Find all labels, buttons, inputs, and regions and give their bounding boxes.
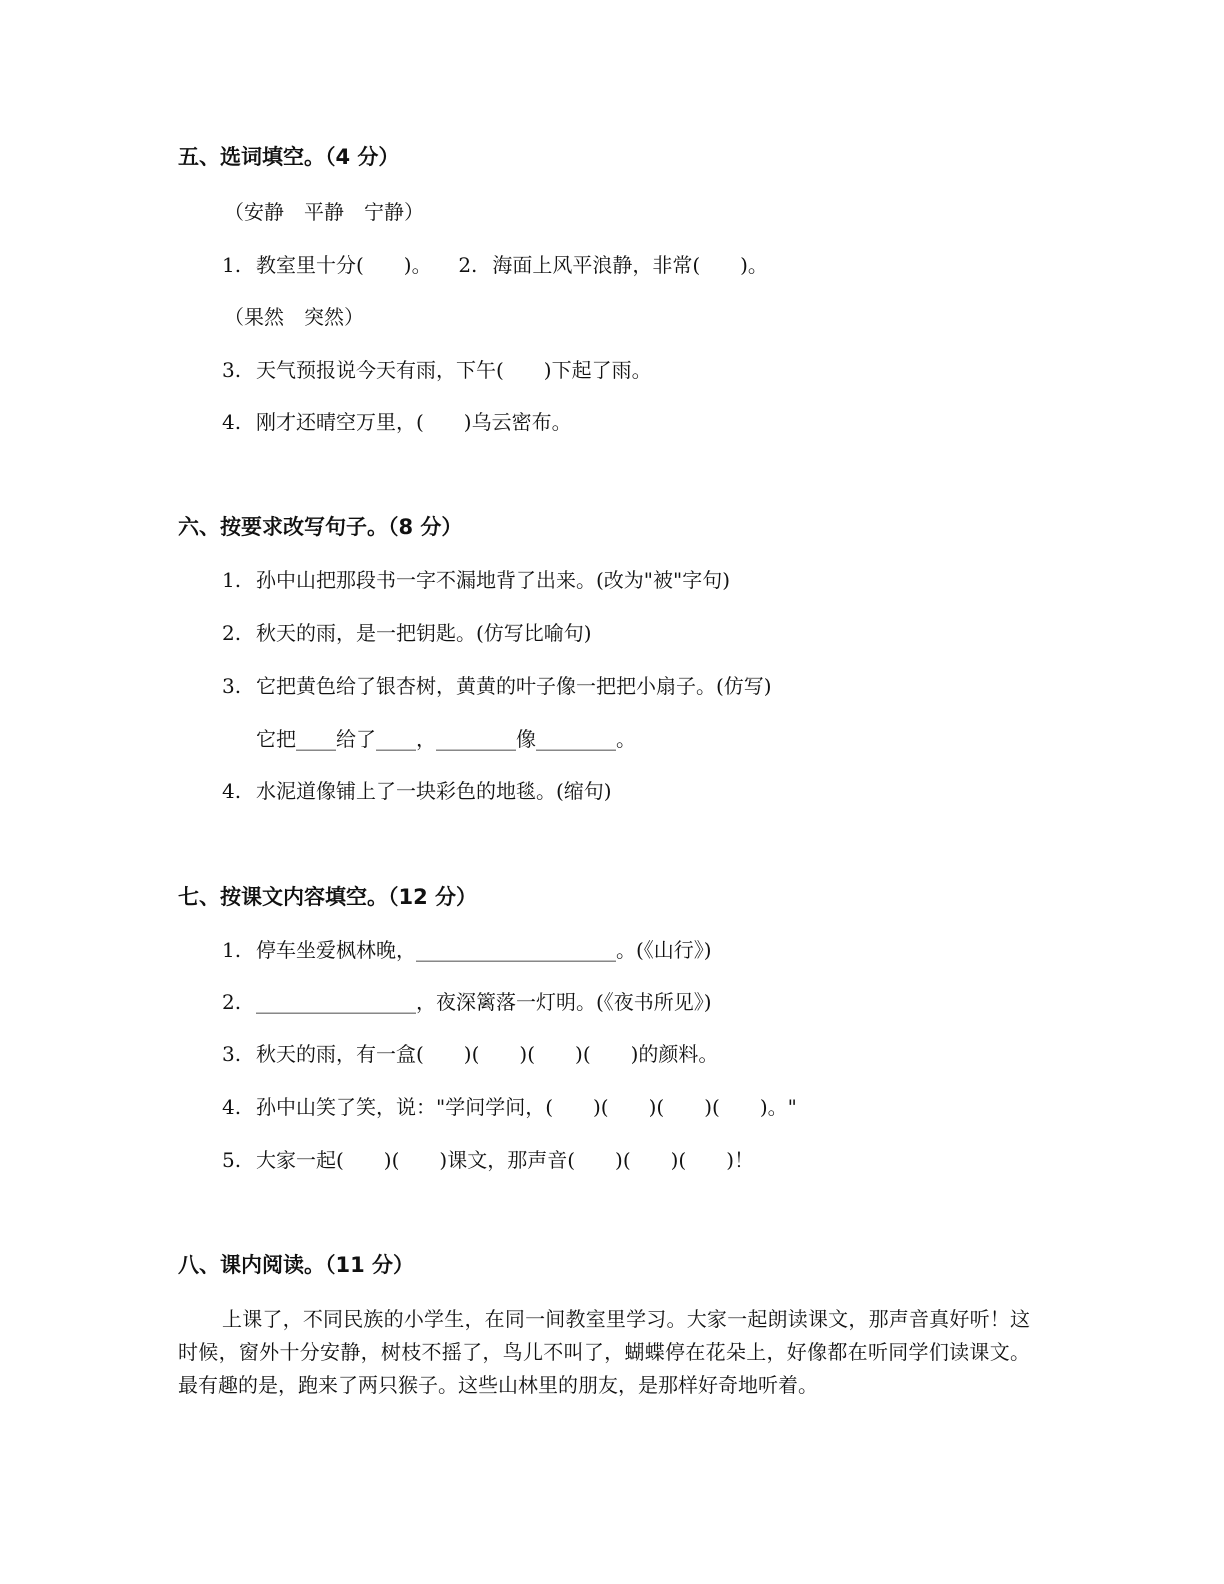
question-row-1-2	[222, 252, 768, 278]
question-number: 2.	[458, 253, 478, 277]
question-item	[222, 989, 712, 1015]
question-item	[222, 567, 730, 593]
section-5-heading: 五、选词填空。（4 分）	[178, 145, 400, 169]
question-text: 海面上风平浪静，非常( )。	[492, 253, 768, 277]
question-number: 4.	[222, 410, 242, 434]
question-item	[222, 620, 592, 646]
question-number: 3.	[222, 358, 242, 382]
question-number: 1.	[222, 938, 242, 962]
question-number: 3.	[222, 674, 242, 698]
question-number: 2.	[222, 990, 242, 1014]
section-7-heading: 七、按课文内容填空。（12 分）	[178, 885, 478, 909]
question-number: 1.	[222, 253, 242, 277]
question-text: ________________，夜深篱落一灯明。(《夜书所见》)	[256, 990, 712, 1014]
word-choices-2: （果然 突然）	[224, 305, 364, 329]
section-6-heading: 六、按要求改写句子。（8 分）	[178, 515, 463, 539]
question-number: 4.	[222, 1095, 242, 1119]
question-item	[222, 1094, 797, 1120]
question-item	[222, 409, 572, 435]
question-number: 3.	[222, 1042, 242, 1066]
reading-passage: 上课了，不同民族的小学生，在同一间教室里学习。大家一起朗读课文，那声音真好听！这时候，窗外十分安静，树枝不摇了，鸟儿不叫了，蝴蝶停在花朵上，好像都在听同学们读课文。最有趣的是，跑来了两只猴子。这些山林里的朋友，是那样好奇地听着。	[178, 1307, 1030, 1397]
question-text: 停车坐爱枫林晚，____________________。(《山行》)	[256, 938, 712, 962]
question-text: 教室里十分( )。	[256, 253, 432, 277]
fill-template: 它把____给了____，________像________。	[256, 727, 636, 751]
question-item	[222, 937, 712, 963]
question-number: 5.	[222, 1148, 242, 1172]
question-number: 1.	[222, 568, 242, 592]
question-text: 刚才还晴空万里，( )乌云密布。	[256, 410, 572, 434]
question-item	[222, 1041, 718, 1067]
question-text: 天气预报说今天有雨，下午( )下起了雨。	[256, 358, 652, 382]
question-text: 孙中山笑了笑，说："学问学问，( )( )( )( )。"	[256, 1095, 797, 1119]
question-number: 2.	[222, 621, 242, 645]
question-text: 水泥道像铺上了一块彩色的地毯。(缩句)	[256, 779, 612, 803]
question-text: 大家一起( )( )课文，那声音( )( )( )！	[256, 1148, 755, 1172]
word-choices-1: （安静 平静 宁静）	[224, 200, 424, 224]
question-item	[222, 1147, 754, 1173]
question-item	[222, 357, 652, 383]
question-text: 它把黄色给了银杏树，黄黄的叶子像一把把小扇子。(仿写)	[256, 674, 772, 698]
question-item	[222, 673, 772, 699]
question-item	[222, 778, 612, 804]
section-8-heading: 八、课内阅读。（11 分）	[178, 1253, 415, 1277]
question-text: 秋天的雨，有一盒( )( )( )( )的颜料。	[256, 1042, 719, 1066]
question-text: 孙中山把那段书一字不漏地背了出来。(改为"被"字句)	[256, 568, 731, 592]
question-number: 4.	[222, 779, 242, 803]
question-text: 秋天的雨，是一把钥匙。(仿写比喻句)	[256, 621, 592, 645]
